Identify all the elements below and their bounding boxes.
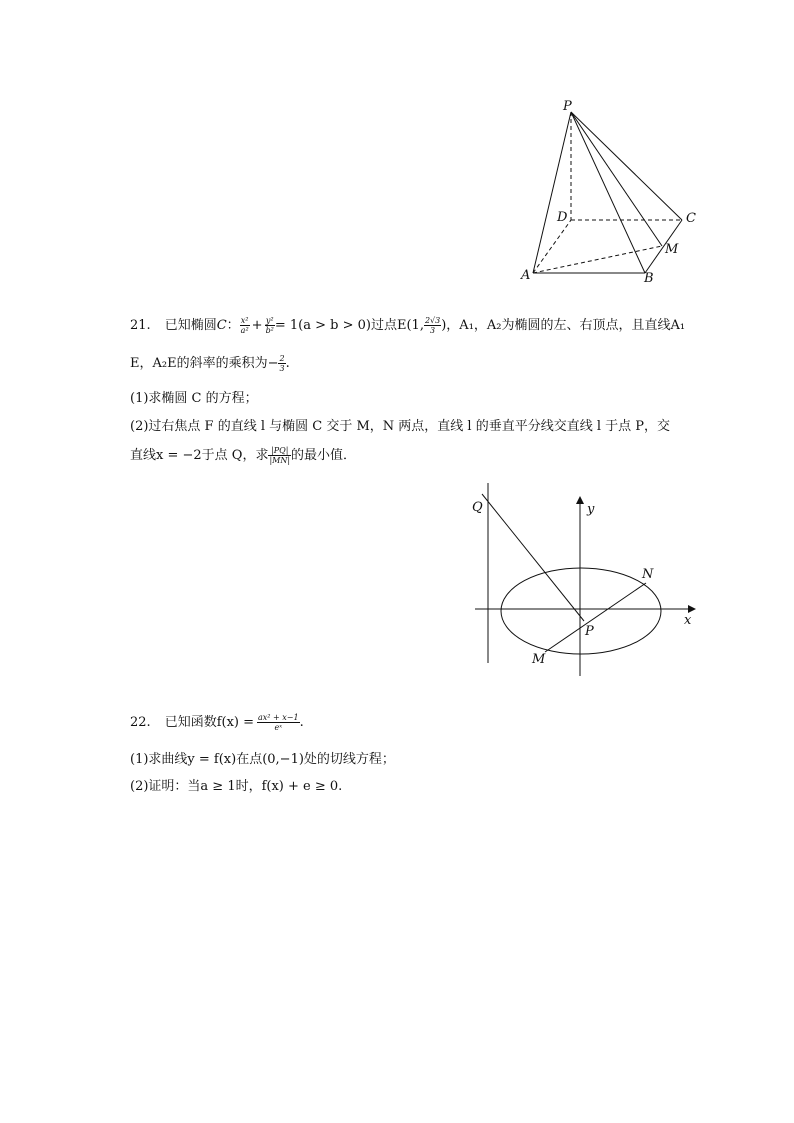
eq-x-num: x² bbox=[240, 316, 249, 325]
pyramid-figure bbox=[515, 95, 705, 285]
problem21-curve-name: C bbox=[216, 318, 227, 333]
problem21-part2-line1: (2)过右焦点 F 的直线 l 与椭圆 C 交于 M，N 两点，直线 l 的垂直平分线交直线 l 于点 P，交 bbox=[130, 419, 671, 434]
eq-x-fraction bbox=[240, 316, 250, 335]
f-num: ax² + x−1 bbox=[258, 713, 299, 722]
eq-rhs: = 1(a > b > 0)过点E(1, bbox=[274, 318, 424, 333]
edge-PA bbox=[533, 112, 571, 273]
problem21-line2 bbox=[130, 352, 290, 373]
problem21-line1 bbox=[130, 314, 685, 335]
problem21-intro: 已知椭圆 bbox=[164, 318, 217, 333]
problem22-intro: 已知函数f(x) = bbox=[164, 715, 254, 730]
label-C: C bbox=[686, 211, 696, 226]
label-A: A bbox=[521, 268, 531, 283]
problem22-line1 bbox=[130, 711, 304, 732]
label-M2: M bbox=[532, 652, 546, 667]
ratio-num: |PQ| bbox=[268, 446, 291, 456]
point-num: 2√3 bbox=[424, 316, 441, 325]
slope-fraction bbox=[278, 354, 285, 373]
edge-AD bbox=[533, 220, 571, 273]
part2-line2-end: 的最小值． bbox=[291, 448, 357, 463]
label-Q: Q bbox=[472, 500, 483, 515]
ratio-fraction bbox=[268, 446, 291, 465]
after-point: )，A₁，A₂为椭圆的左、右顶点，且直线A₁ bbox=[441, 318, 686, 333]
label-N: N bbox=[642, 567, 654, 582]
line2-start: E，A₂E的斜率的乘积为− bbox=[130, 356, 279, 371]
problem21-part2-line2 bbox=[130, 444, 356, 465]
label-B: B bbox=[644, 271, 654, 285]
line2-end: . bbox=[285, 356, 290, 371]
label-x: x bbox=[684, 613, 692, 628]
ratio-den: |MN| bbox=[269, 456, 291, 465]
plus-sign: + bbox=[251, 318, 263, 333]
problem22-part2: (2)证明：当a ≥ 1时，f(x) + e ≥ 0. bbox=[130, 779, 343, 794]
problem21-part1: (1)求椭圆 C 的方程； bbox=[130, 391, 258, 406]
slope-den: 3 bbox=[279, 364, 285, 373]
ellipse-figure bbox=[465, 480, 705, 685]
problem22-part1: (1)求曲线y = f(x)在点(0,−1)处的切线方程； bbox=[130, 752, 395, 767]
problem22-number: 22. bbox=[130, 715, 151, 730]
point-den: 3 bbox=[430, 326, 436, 335]
f-fraction bbox=[257, 713, 300, 732]
eq-y-fraction bbox=[265, 316, 275, 335]
label-P2: P bbox=[585, 624, 594, 639]
part2-line2-start: 直线x = −2于点 Q，求 bbox=[130, 448, 269, 463]
line-l-MN bbox=[545, 583, 646, 652]
f-den: eˣ bbox=[274, 723, 283, 732]
edge-PC bbox=[571, 112, 682, 220]
edge-PB bbox=[571, 112, 645, 273]
problem21-colon: ： bbox=[226, 318, 240, 333]
point-fraction bbox=[424, 316, 441, 335]
slope-num: 2 bbox=[279, 354, 285, 363]
bisector-PQ bbox=[482, 494, 584, 621]
edge-PM bbox=[571, 112, 662, 246]
eq-y-num: y² bbox=[265, 316, 274, 325]
problem21-number: 21. bbox=[130, 318, 151, 333]
label-M: M bbox=[665, 242, 679, 257]
label-P: P bbox=[563, 99, 572, 114]
eq-y-den: b² bbox=[265, 326, 274, 335]
label-y: y bbox=[587, 502, 595, 517]
label-D: D bbox=[557, 210, 568, 225]
problem22-end: . bbox=[299, 715, 304, 730]
eq-x-den: a² bbox=[240, 326, 249, 335]
ellipse-C bbox=[501, 568, 661, 654]
